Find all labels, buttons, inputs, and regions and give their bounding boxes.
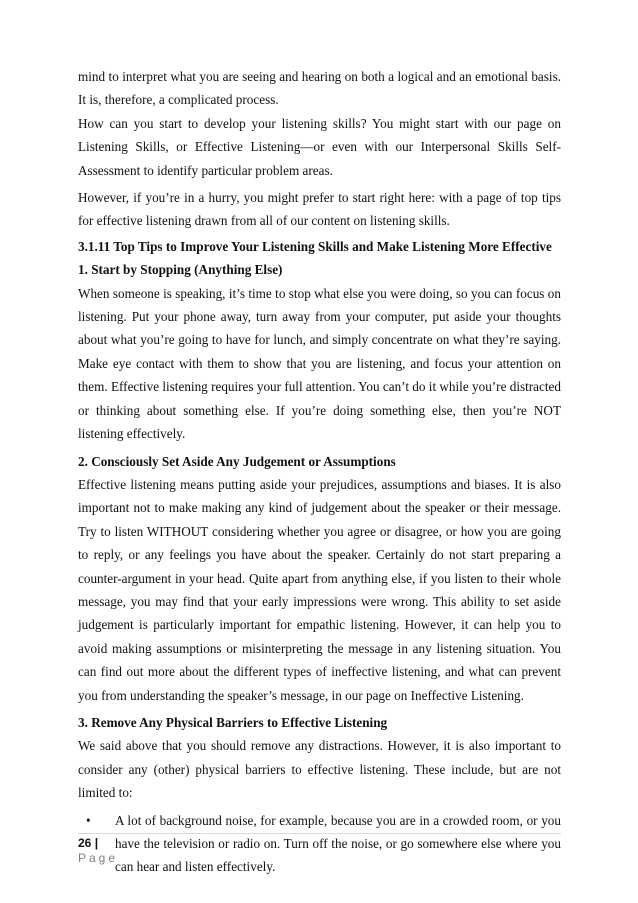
paragraph-hurry: However, if you’re in a hurry, you might prefer to start right here: with a page of top tips for effective listening drawn from all of our content on listening skills. — [78, 190, 561, 229]
paragraph-develop-skills: How can you start to develop your listening skills? You might start with our page on Listening Skills, or Effective Listening—or even with our Interpersonal Skills Self-Assessment to identify particular problem areas. — [78, 115, 561, 178]
page-footer — [78, 836, 138, 866]
tip-1-body: When someone is speaking, it’s time to stop what else you were doing, so you can focus on listening. Put your phone away, turn away from your computer, put aside your thoughts about what you’re going to have for lunch, and simply concentrate on what they’re saying. Make eye contact with them to show that you are listening, and focus your attention on them. Effective listening requires your full attention. You can’t do it while you’re distracted or thinking about something else. If you’re doing something else, then you’re NOT listening effectively. — [78, 285, 561, 442]
barriers-list — [78, 809, 561, 879]
page-label: Page — [78, 851, 119, 865]
page-number: 26 — [78, 836, 92, 850]
paragraph-intro-continued: mind to interpret what you are seeing and hearing on both a logical and an emotional basis. It is, therefore, a complicated process. — [78, 69, 561, 108]
tip-1-heading: 1. Start by Stopping (Anything Else) — [78, 262, 283, 278]
tip-3-heading: 3. Remove Any Physical Barriers to Effective Listening — [78, 714, 388, 730]
tip-2-heading: 2. Consciously Set Aside Any Judgement or Assumptions — [78, 453, 396, 469]
tip-2-body: Effective listening means putting aside your prejudices, assumptions and biases. It is also important not to make making any kind of judgement about the speaker or their message. Try to listen WITHOUT considering whether you agree or disagree, or how you are going to reply, or any feelings you have about the speaker. Certainly do not start preparing a counter-argument in your head. Quite apart from anything else, if you listen to their whole message, you may find that your early impressions were wrong. This ability to set aside judgement is particularly important for empathic listening. However, it can help you to avoid making assumptions or misinterpreting the message in any listening situation. You can find out more about the different types of ineffective listening, and what can prevent you from understanding the speaker’s message, in our page on Ineffective Listening. — [78, 476, 561, 703]
tip-3-body: We said above that you should remove any distractions. However, it is also important to consider any (other) physical barriers to effective listening. These include, but are not limited to: — [78, 738, 561, 801]
footer-divider — [78, 833, 561, 834]
footer-separator: | — [91, 836, 99, 850]
bullet-icon: • — [86, 812, 91, 828]
list-item-text: A lot of background noise, for example, because you are in a crowded room, or you have the television or radio on. Turn off the noise, or go somewhere else where you can hear and listen effectively. — [115, 812, 561, 875]
page-content — [78, 65, 561, 879]
section-heading: 3.1.11 Top Tips to Improve Your Listening Skills and Make Listening More Effective — [78, 238, 552, 254]
list-item — [78, 809, 561, 879]
